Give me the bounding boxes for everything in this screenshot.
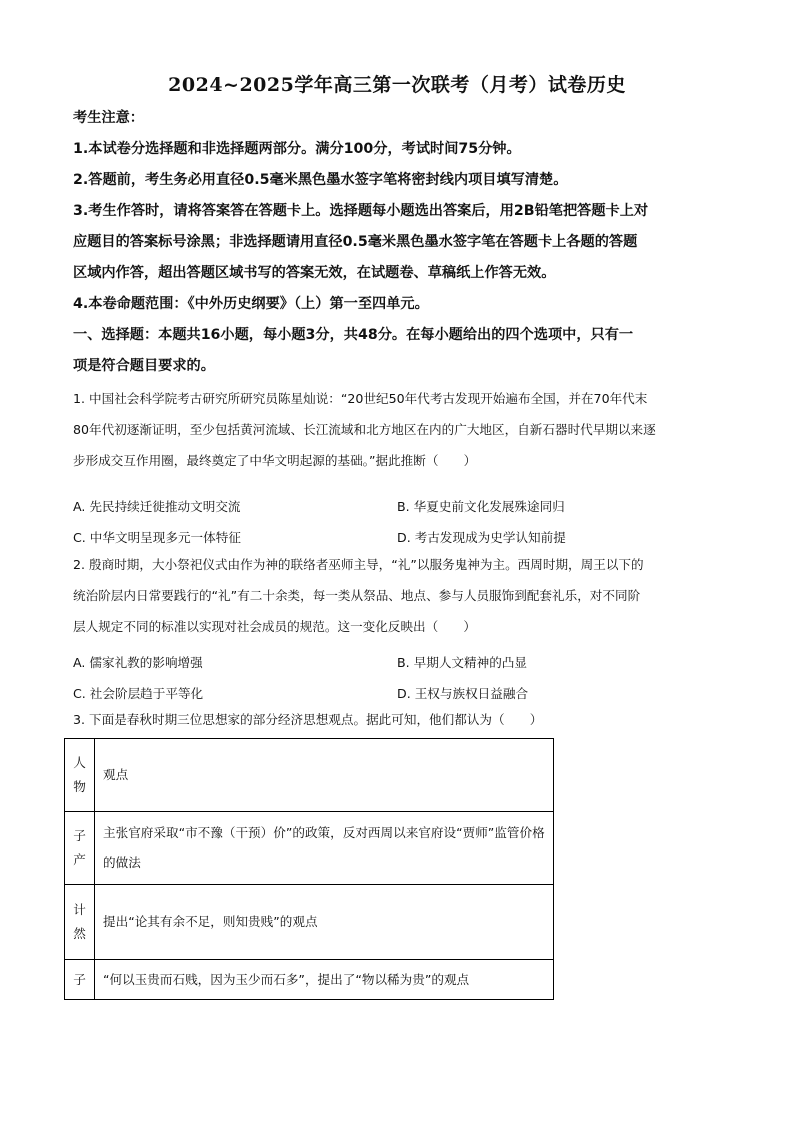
page-title: 2024~2025学年高三第一次联考（月考）试卷历史 — [168, 74, 626, 96]
table-cell-name: 计然 — [65, 885, 95, 960]
table-cell-view: 主张官府采取“市不豫（干预）价”的政策，反对西周以来官府设“贾师”监管价格的做法 — [95, 812, 554, 885]
question-2 — [73, 549, 733, 642]
table-cell-name: 子产 — [65, 812, 95, 885]
question-line: 层人规定不同的标准以实现对社会成员的规范。这一变化反映出（ ） — [73, 619, 476, 634]
notice-item: 区域内作答，超出答题区域书写的答案无效，在试题卷、草稿纸上作答无效。 — [73, 265, 556, 281]
question-line: 3. 下面是春秋时期三位思想家的部分经济思想观点。据此可知，他们都认为（ ） — [73, 712, 543, 727]
table-row — [65, 885, 554, 960]
table-header-row — [65, 739, 554, 812]
section-heading-line: 项是符合题目要求的。 — [73, 358, 215, 374]
q1-option-b: B. 华夏史前文化发展殊途同归 — [397, 499, 565, 514]
q2-option-a: A. 儒家礼教的影响增强 — [73, 655, 203, 670]
question-line: 1. 中国社会科学院考古研究所研究员陈星灿说：“20世纪50年代考古发现开始遍布全国，并在70年代末 — [73, 391, 648, 406]
table-cell-name: 子 — [65, 960, 95, 1000]
question-line: 80年代初逐渐证明，至少包括黄河流域、长江流域和北方地区在内的广大地区，自新石器时代早期以来逐 — [73, 422, 656, 437]
table-cell-view: “何以玉贵而石贱，因为玉少而石多”，提出了“物以稀为贵”的观点 — [95, 960, 554, 1000]
question-line: 步形成交互作用圈，最终奠定了中华文明起源的基础。”据此推断（ ） — [73, 453, 477, 468]
table-row — [65, 812, 554, 885]
section-heading-line: 一、选择题：本题共16小题，每小题3分，共48分。在每小题给出的四个选项中，只有一 — [73, 327, 634, 343]
q2-option-b: B. 早期人文精神的凸显 — [397, 655, 527, 670]
q2-option-d: D. 王权与族权日益融合 — [397, 686, 529, 701]
q1-option-c: C. 中华文明呈现多元一体特征 — [73, 530, 241, 545]
q1-option-a: A. 先民持续迁徙推动文明交流 — [73, 499, 241, 514]
notice-item: 应题目的答案标号涂黑；非选择题请用直径0.5毫米黑色墨水签字笔在答题卡上各题的答题 — [73, 234, 638, 250]
table-cell-view: 提出“论其有余不足，则知贵贱”的观点 — [95, 885, 554, 960]
question-3 — [73, 704, 733, 735]
question-line: 统治阶层内日常要践行的“礼”有二十余类，每一类从祭品、地点、参与人员服饰到配套礼乐，对不同阶 — [73, 588, 641, 603]
question-line: 2. 殷商时期，大小祭祀仪式由作为神的联络者巫师主导，“礼”以服务鬼神为主。西周时期，周王以下的 — [73, 557, 644, 572]
table-row — [65, 960, 554, 1000]
notice-item: 2.答题前，考生务必用直径0.5毫米黑色墨水签字笔将密封线内项目填写清楚。 — [73, 172, 568, 188]
notice-item: 4.本卷命题范围：《中外历史纲要》（上）第一至四单元。 — [73, 296, 429, 312]
q1-option-d: D. 考古发现成为史学认知前提 — [397, 530, 566, 545]
table-header-name: 人物 — [65, 739, 95, 812]
notice-heading: 考生注意： — [73, 110, 144, 126]
q2-option-c: C. 社会阶层趋于平等化 — [73, 686, 204, 701]
table-header-view: 观点 — [95, 739, 554, 812]
viewpoints-table — [64, 738, 554, 1000]
notice-item: 3.考生作答时，请将答案答在答题卡上。选择题每小题选出答案后，用2B铅笔把答题卡上对 — [73, 203, 649, 219]
question-1 — [73, 383, 733, 476]
notice-block — [73, 103, 733, 382]
notice-item: 1.本试卷分选择题和非选择题两部分。满分100分，考试时间75分钟。 — [73, 141, 521, 157]
